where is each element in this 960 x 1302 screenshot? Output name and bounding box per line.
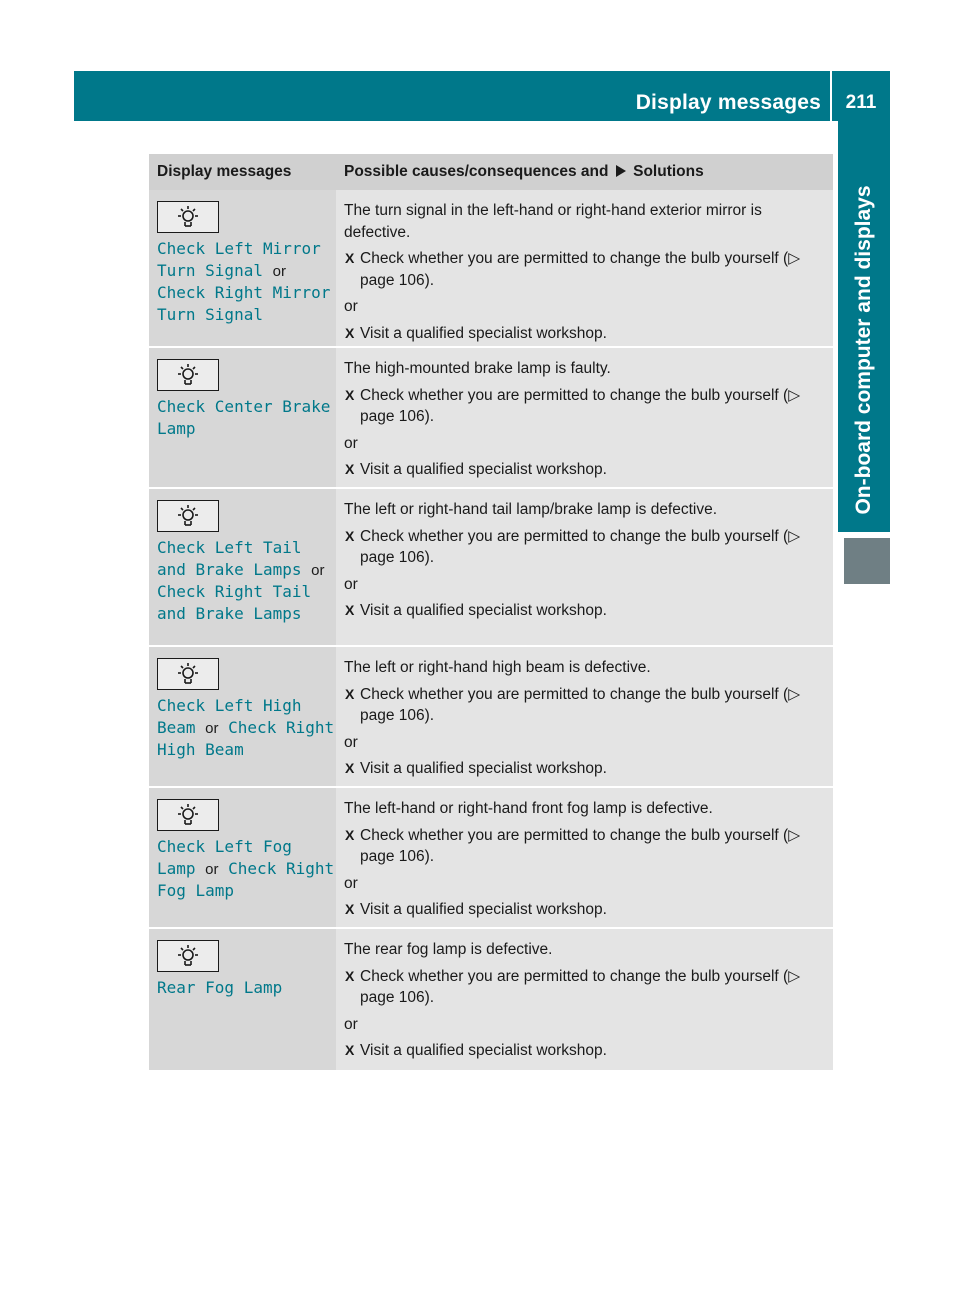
display-message-text: Rear Fog Lamp (157, 978, 283, 997)
or-text: or (344, 1015, 358, 1033)
display-message (157, 238, 335, 325)
display-message (157, 537, 335, 624)
table-row (149, 647, 833, 786)
display-message-text: Check Right High Beam (157, 717, 335, 759)
step-text: Visit a qualified specialist workshop. (360, 602, 607, 619)
solution-cell (336, 489, 833, 645)
cause-text: The rear fog lamp is defective. (344, 941, 553, 958)
step-marker-icon: X (345, 901, 355, 917)
solution-cell (336, 190, 833, 346)
step-marker-icon: X (345, 250, 355, 266)
display-message-cell (149, 348, 336, 487)
step-item (344, 899, 826, 921)
or-connector: or (272, 262, 286, 280)
bulb-icon (157, 500, 219, 532)
display-message-text: Check Left Mirror Turn Signal (157, 239, 321, 280)
display-message (157, 396, 335, 439)
bulb-icon-svg (177, 803, 199, 827)
step-text: Visit a qualified specialist workshop. (360, 760, 607, 777)
column-header-solutions (344, 154, 704, 190)
step-text: Check whether you are permitted to change the bulb yourself (▷ page 106). (360, 685, 801, 724)
table-row (149, 348, 833, 487)
display-message-text: Check Left High Beam (157, 696, 302, 737)
bulb-icon-svg (177, 504, 199, 528)
display-message (157, 695, 335, 761)
table-row (149, 190, 833, 346)
display-message-cell (149, 489, 336, 645)
cause-text: The high-mounted brake lamp is faulty. (344, 360, 611, 377)
display-message-text: Check Right Mirror Turn Signal (157, 283, 331, 324)
or-text: or (344, 733, 358, 751)
step-text: Visit a qualified specialist workshop. (360, 1042, 607, 1059)
step-item (344, 526, 826, 569)
column-header-solutions-text: Solutions (633, 163, 704, 180)
cause-text: The left or right-hand tail lamp/brake lamp is defective. (344, 501, 718, 518)
step-marker-icon: X (345, 324, 355, 341)
bulb-icon (157, 201, 219, 233)
display-message-text: Check Right Fog Lamp (157, 858, 335, 900)
step-item (344, 385, 826, 428)
bulb-icon (157, 359, 219, 391)
step-text: Visit a qualified specialist workshop. (360, 901, 607, 918)
bulb-icon-svg (177, 944, 199, 968)
step-item (344, 684, 826, 727)
display-message-text: Check Left Fog Lamp (157, 837, 292, 878)
bulb-icon-svg (177, 662, 199, 686)
or-connector: or (311, 561, 325, 579)
bulb-icon-svg (177, 205, 199, 229)
step-text: Check whether you are permitted to change the bulb yourself (▷ page 106). (360, 250, 801, 289)
step-text: Visit a qualified specialist workshop. (360, 461, 607, 478)
step-text: Check whether you are permitted to change the bulb yourself (▷ page 106). (360, 826, 801, 865)
or-connector: or (205, 860, 219, 878)
arrow-right-icon (616, 165, 626, 177)
solution-cell (336, 788, 833, 927)
bulb-icon (157, 799, 219, 831)
section-side-label: On-board computer and displays (852, 185, 875, 515)
step-item (344, 248, 826, 291)
step-marker-icon: X (345, 461, 355, 477)
step-text: Visit a qualified specialist workshop. (360, 324, 607, 342)
solution-cell (336, 929, 833, 1070)
or-text: or (344, 874, 358, 892)
table-row (149, 489, 833, 645)
solution-cell (336, 348, 833, 487)
or-text: or (344, 298, 358, 315)
page-number: 211 (845, 92, 877, 113)
step-item (344, 825, 826, 868)
cause-text: The turn signal in the left-hand or right-hand exterior mirror is defective. (344, 202, 762, 241)
table-row (149, 788, 833, 927)
or-connector: or (205, 719, 219, 737)
display-message-text: Check Center Brake Lamp (157, 397, 331, 438)
step-text: Check whether you are permitted to change the bulb yourself (▷ page 106). (360, 386, 801, 425)
display-message-text: Check Right Tail and Brake Lamps (157, 582, 312, 623)
or-text: or (344, 575, 358, 593)
step-marker-icon: X (345, 760, 355, 776)
step-item (344, 323, 826, 345)
cause-text: The left or right-hand high beam is defective. (344, 659, 651, 676)
table-header (149, 154, 833, 190)
step-marker-icon: X (345, 967, 355, 984)
display-message-cell (149, 929, 336, 1070)
display-message-cell (149, 647, 336, 786)
display-message-text: Check Left Tail and Brake Lamps (157, 538, 302, 579)
step-marker-icon: X (345, 527, 355, 544)
step-item (344, 1040, 826, 1062)
step-text: Check whether you are permitted to change the bulb yourself (▷ page 106). (360, 967, 801, 1006)
step-item (344, 758, 826, 780)
step-marker-icon: X (345, 602, 355, 618)
display-message-cell (149, 788, 336, 927)
display-message (157, 836, 335, 902)
solution-cell (336, 647, 833, 786)
table-row (149, 929, 833, 1070)
display-message-cell (149, 190, 336, 346)
step-item (344, 600, 826, 622)
or-text: or (344, 434, 358, 452)
column-header-display-messages: Display messages (157, 163, 292, 180)
bulb-icon (157, 658, 219, 690)
bulb-icon-svg (177, 363, 199, 387)
bulb-icon (157, 940, 219, 972)
step-text: Check whether you are permitted to change the bulb yourself (▷ page 106). (360, 527, 801, 566)
column-header-causes-text: Possible causes/consequences and (344, 163, 609, 180)
step-marker-icon: X (345, 1042, 355, 1058)
step-item (344, 459, 826, 481)
cause-text: The left-hand or right-hand front fog lamp is defective. (344, 800, 713, 817)
step-marker-icon: X (345, 826, 355, 843)
page-title: Display messages (635, 91, 821, 114)
step-marker-icon: X (345, 685, 355, 702)
display-message (157, 977, 335, 999)
step-item (344, 966, 826, 1009)
side-tab-marker (844, 538, 890, 584)
step-marker-icon: X (345, 386, 355, 403)
